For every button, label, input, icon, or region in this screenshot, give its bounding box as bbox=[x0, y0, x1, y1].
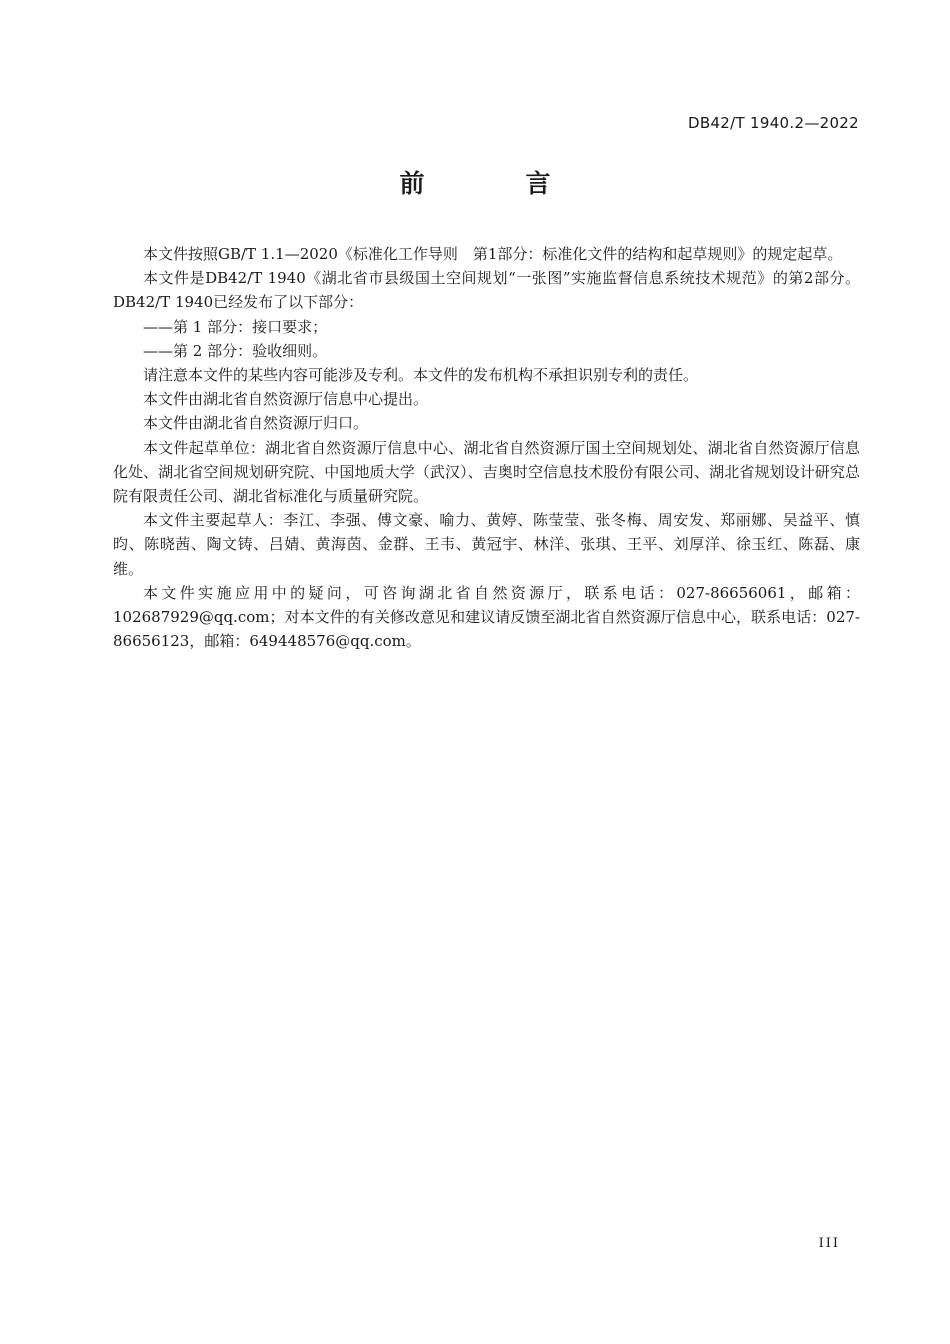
paragraph-proposed-by: 本文件由湖北省自然资源厅信息中心提出。 bbox=[143, 390, 429, 409]
paragraph-series-description: 本文件是DB42/T 1940《湖北省市县级国土空间规划“一张图”实施监督信息系统技术规范》的第2部分。DB42/T 1940已经发布了以下部分： bbox=[113, 269, 860, 312]
paragraph-part-2: ——第 2 部分：验收细则。 bbox=[143, 341, 328, 360]
paragraph-contact: 本文件实施应用中的疑问，可咨询湖北省自然资源厅，联系电话：027-86656061，邮箱：102687929@qq.com；对本文件的有关修改意见和建议请反馈至湖北省自然资源厅信息中心，联系电话：027-86656123，邮箱：649448576@qq.com。 bbox=[113, 583, 860, 651]
page-title: 前 言 bbox=[399, 169, 589, 198]
paragraph-responsible-unit: 本文件由湖北省自然资源厅归口。 bbox=[143, 414, 369, 433]
standard-code: DB42/T 1940.2—2022 bbox=[688, 114, 859, 132]
page-number: III bbox=[818, 1236, 840, 1251]
paragraph-drafters: 本文件主要起草人：李江、李强、傅文豪、喻力、黄婷、陈莹莹、张冬梅、周安发、郑丽娜、吴益平、慎昀、陈晓茜、陶文铸、吕婧、黄海茵、金群、王韦、黄冠宇、林洋、张琪、王平、刘厚洋、徐玉红、陈磊、康维。 bbox=[113, 511, 860, 578]
paragraph-drafting-units: 本文件起草单位：湖北省自然资源厅信息中心、湖北省自然资源厅国土空间规划处、湖北省自然资源厅信息化处、湖北省空间规划研究院、中国地质大学（武汉）、吉奥时空信息技术股份有限公司、湖北省规划设计研究总院有限责任公司、湖北省标准化与质量研究院。 bbox=[113, 438, 860, 506]
paragraph-patent-notice: 请注意本文件的某些内容可能涉及专利。本文件的发布机构不承担识别专利的责任。 bbox=[143, 366, 699, 385]
foreword-body bbox=[113, 242, 860, 653]
paragraph-part-1: ——第 1 部分：接口要求； bbox=[143, 317, 328, 336]
paragraph-drafting-rules: 本文件按照GB/T 1.1—2020《标准化工作导则 第1部分：标准化文件的结构和起草规则》的规定起草。 bbox=[143, 245, 843, 263]
